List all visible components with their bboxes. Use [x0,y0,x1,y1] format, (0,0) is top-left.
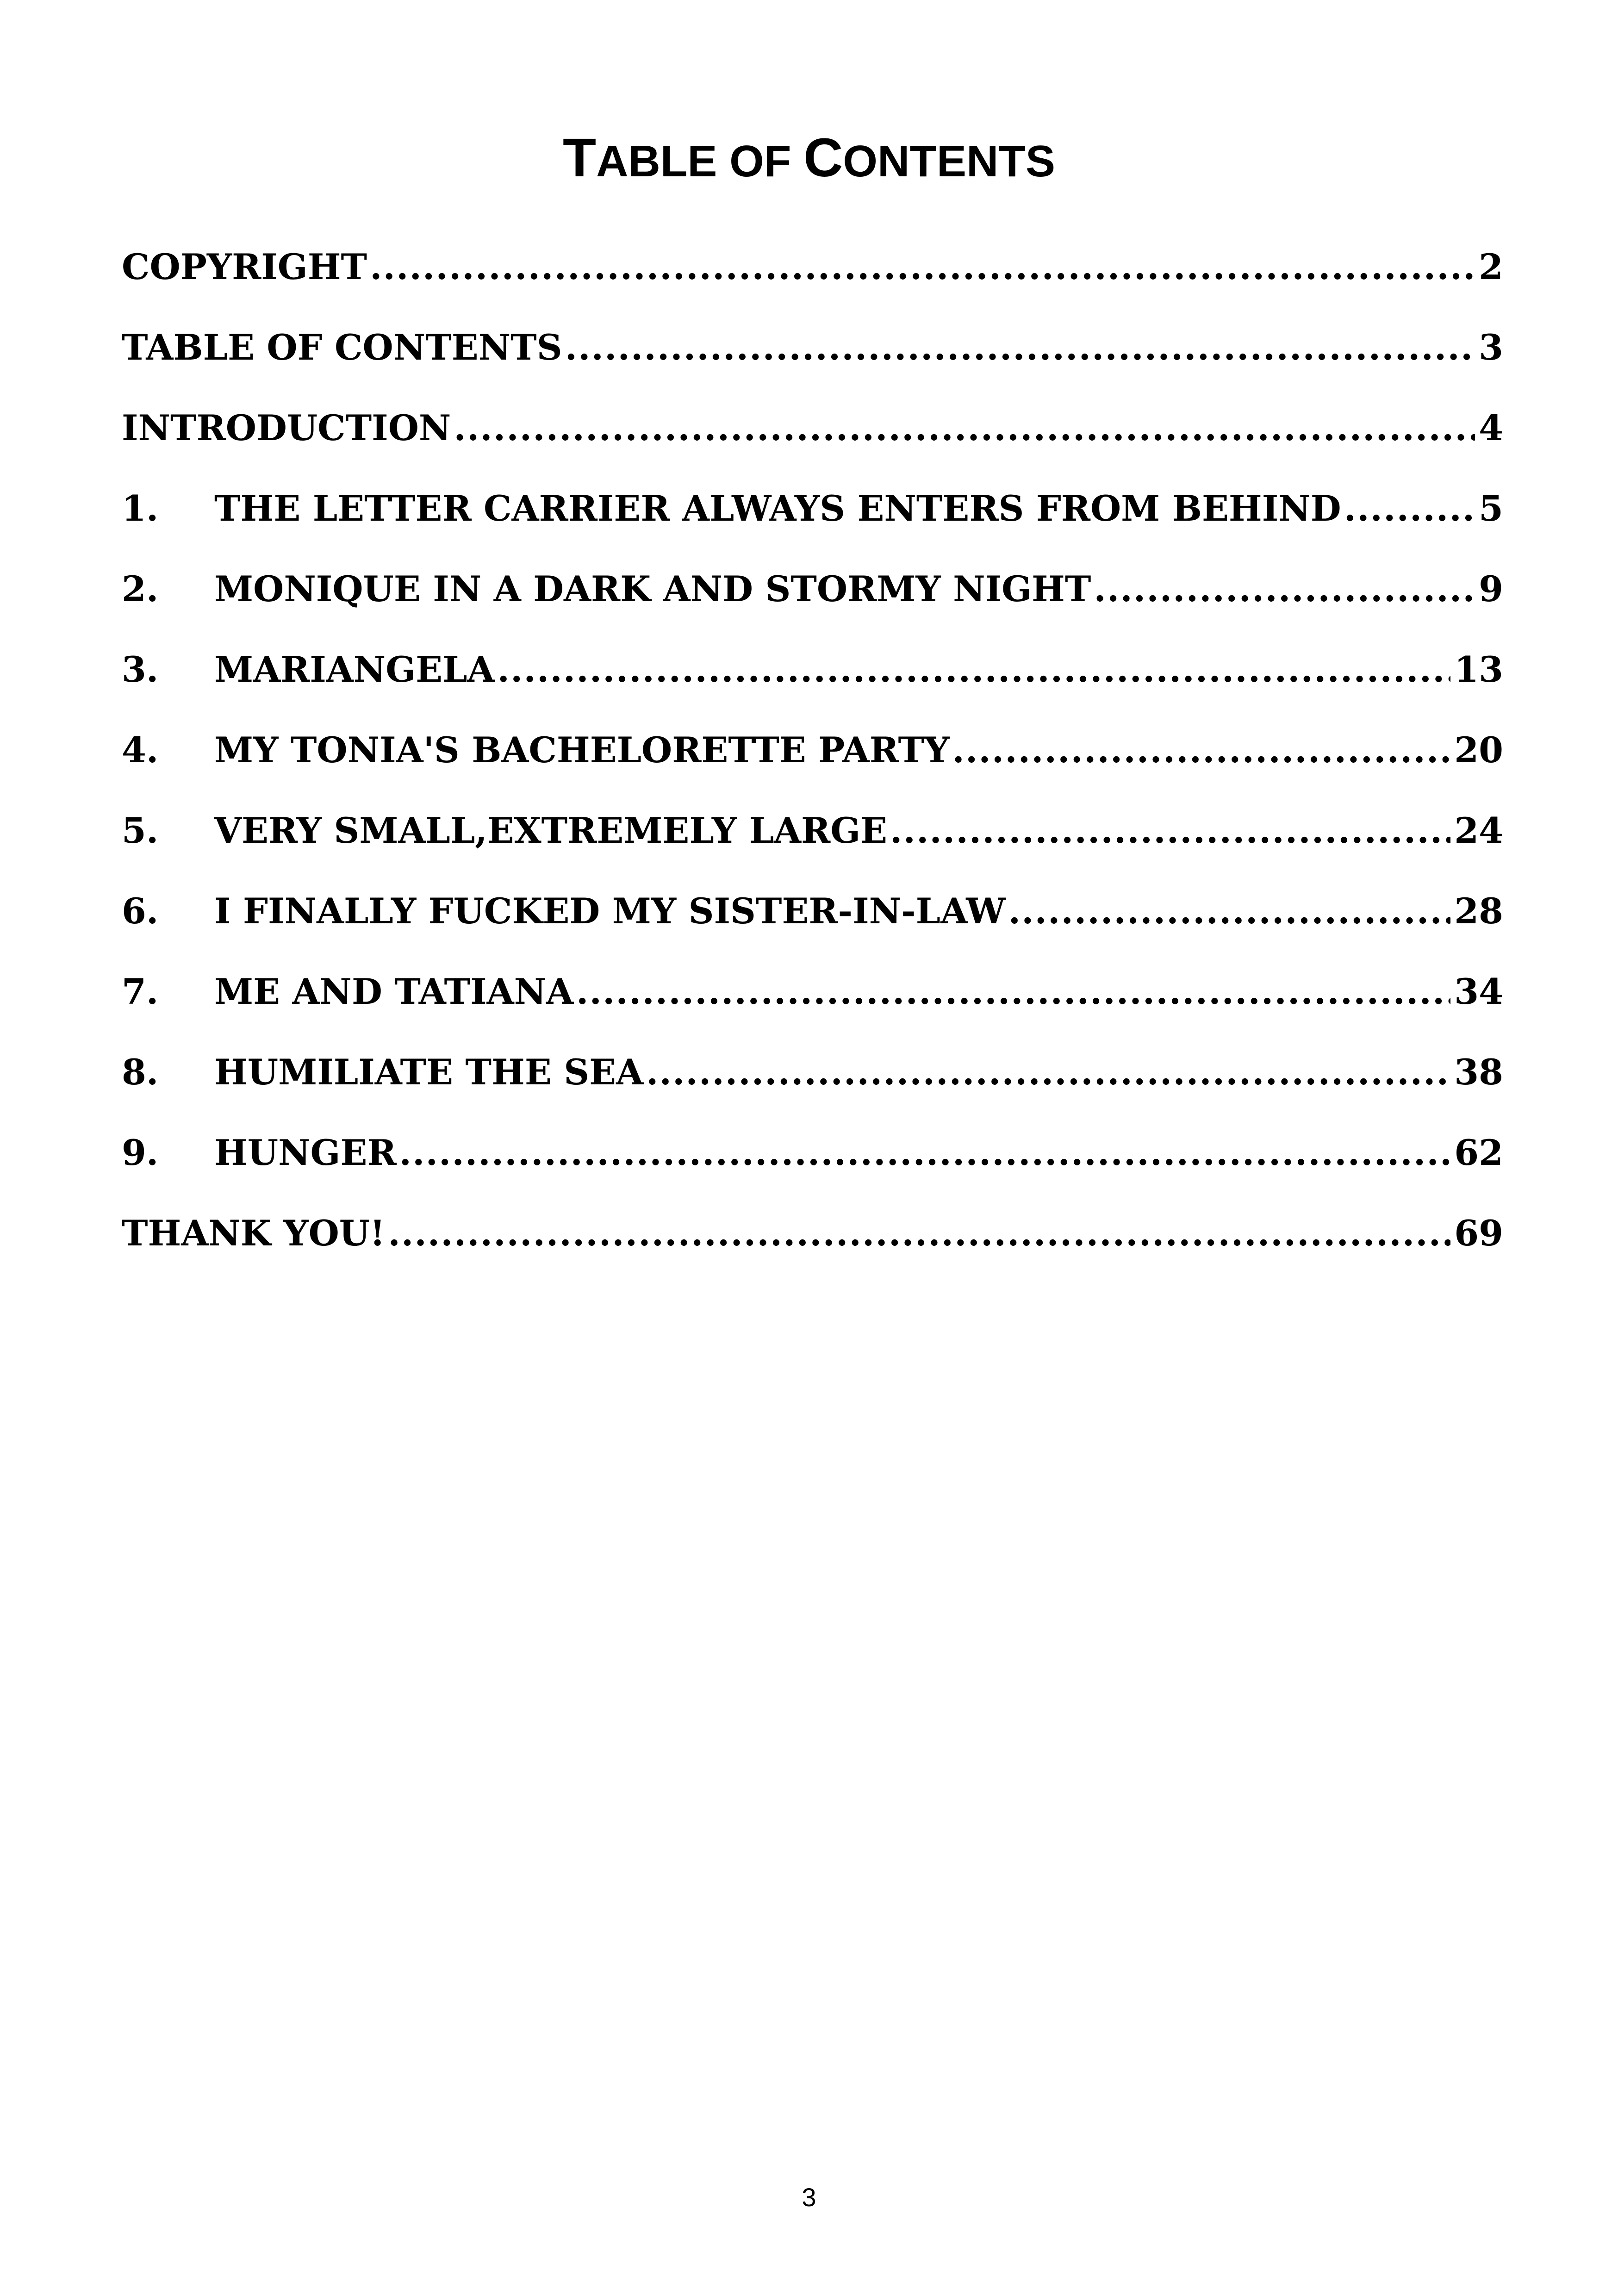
toc-entry-label: THANK YOU! [122,1213,386,1254]
toc-entry-label: COPYRIGHT [122,246,367,287]
chapter-number: 3. [122,649,159,690]
toc-entry-label: VERY SMALL,EXTREMELY LARGE [214,810,888,851]
dot-leader [646,1032,1450,1113]
chapter-number: 2. [122,568,159,610]
chapter-number: 4. [122,729,159,771]
chapter-number: 7. [122,971,159,1012]
chapter-number: 5. [122,810,159,851]
dot-leader [370,227,1475,307]
toc-entry-label: I FINALLY FUCKED MY SISTER-IN-LAW [214,890,1006,932]
chapter-number: 6. [122,890,159,932]
toc-entry-page: 69 [1454,1213,1503,1254]
dot-leader [565,307,1475,388]
toc-entry-page: 9 [1479,568,1503,610]
dot-leader [454,388,1475,468]
toc-entry-chapter-2[interactable] [122,549,1503,629]
toc-entry-label: INTRODUCTION [122,407,451,448]
toc-entry-chapter-8[interactable] [122,1032,1503,1113]
dot-leader [890,790,1450,871]
dot-leader [1094,549,1475,629]
dot-leader [1344,468,1475,549]
toc-entry-page: 28 [1454,890,1503,932]
toc-entry-page: 24 [1454,810,1503,851]
toc-entry-table-of-contents[interactable] [122,307,1503,388]
dot-leader [399,1113,1451,1193]
dot-leader [388,1193,1450,1274]
toc-entry-label: MONIQUE IN A DARK AND STORMY NIGHT [214,568,1091,610]
toc-entry-page: 4 [1479,407,1503,448]
toc-entry-label: ME AND TATIANA [214,971,574,1012]
page-number: 3 [802,2183,816,2212]
chapter-number: 1. [122,488,159,529]
toc-entry-page: 34 [1454,971,1503,1012]
table-of-contents [122,227,1503,1274]
dot-leader [497,629,1450,710]
toc-entry-chapter-5[interactable] [122,790,1503,871]
toc-entry-page: 13 [1454,649,1503,690]
toc-entry-page: 5 [1479,488,1503,529]
dot-leader [576,952,1450,1032]
toc-entry-page: 2 [1479,246,1503,287]
toc-entry-chapter-1[interactable] [122,468,1503,549]
toc-entry-chapter-3[interactable] [122,629,1503,710]
page-title: TABLE OF CONTENTS [563,127,1055,189]
toc-entry-chapter-4[interactable] [122,710,1503,790]
toc-entry-page: 62 [1454,1132,1503,1173]
toc-entry-label: MY TONIA'S BACHELORETTE PARTY [214,729,950,771]
toc-entry-chapter-9[interactable] [122,1113,1503,1193]
toc-entry-chapter-6[interactable] [122,871,1503,952]
chapter-number: 9. [122,1132,159,1173]
toc-entry-label: THE LETTER CARRIER ALWAYS ENTERS FROM BEHIND [214,488,1341,529]
toc-entry-copyright[interactable] [122,227,1503,307]
toc-entry-label: TABLE OF CONTENTS [122,327,562,368]
toc-entry-introduction[interactable] [122,388,1503,468]
toc-entry-page: 20 [1454,729,1503,771]
toc-entry-label: HUNGER [214,1132,397,1173]
toc-entry-page: 3 [1479,327,1503,368]
toc-entry-chapter-7[interactable] [122,952,1503,1032]
toc-entry-thank-you[interactable] [122,1193,1503,1274]
toc-entry-label: MARIANGELA [214,649,495,690]
dot-leader [952,710,1450,790]
chapter-number: 8. [122,1052,159,1093]
toc-entry-label: HUMILIATE THE SEA [214,1052,644,1093]
dot-leader [1008,871,1451,952]
toc-entry-page: 38 [1454,1052,1503,1093]
